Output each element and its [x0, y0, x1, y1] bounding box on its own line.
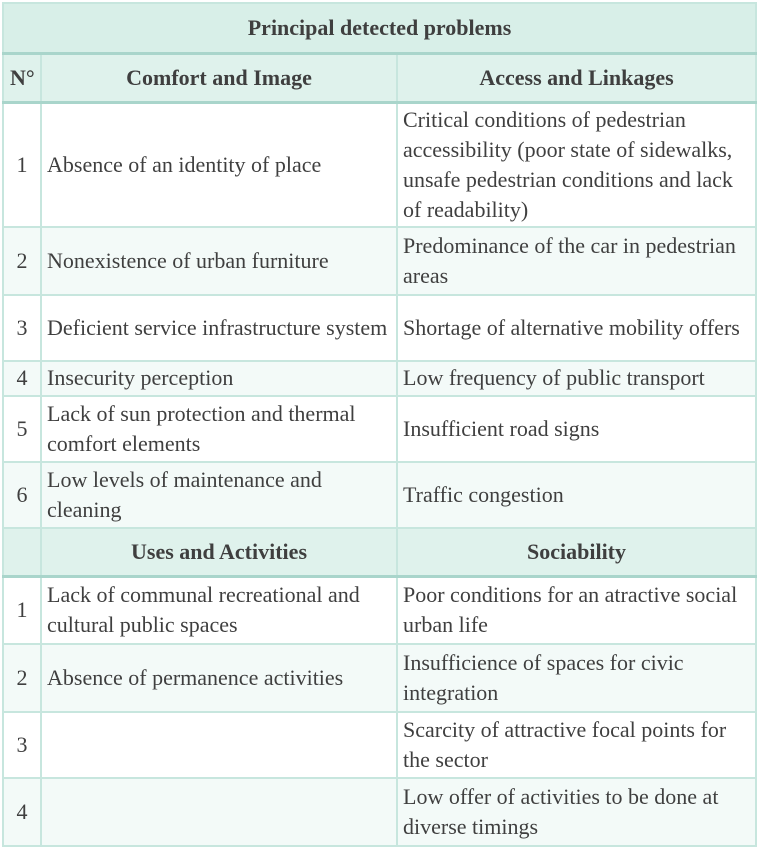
access-linkages-cell: Traffic congestion: [397, 462, 756, 528]
number-column-header: N°: [3, 54, 41, 103]
uses-activities-cell: [41, 712, 397, 778]
comfort-image-cell: Insecurity perception: [41, 361, 397, 396]
row-number: 3: [3, 295, 41, 361]
table-row: [3, 576, 756, 644]
table-row: [3, 644, 756, 712]
table-row: [3, 712, 756, 778]
row-number: 4: [3, 361, 41, 396]
access-linkages-cell: Low frequency of public transport: [397, 361, 756, 396]
table-row: [3, 103, 756, 227]
table-row: [3, 778, 756, 846]
row-number: 1: [3, 576, 41, 644]
row-number: 4: [3, 778, 41, 846]
sociability-cell: Scarcity of attractive focal points for the sector: [397, 712, 756, 778]
comfort-image-cell: Absence of an identity of place: [41, 103, 397, 227]
access-linkages-cell: Predominance of the car in pedestrian areas: [397, 227, 756, 295]
table-row: [3, 361, 756, 396]
comfort-image-cell: Deficient service infrastructure system: [41, 295, 397, 361]
access-linkages-cell: Critical conditions of pedestrian accessibility (poor state of sidewalks, unsafe pedestrian conditions and lack of readability): [397, 103, 756, 227]
problems-table: [2, 2, 757, 847]
uses-activities-cell: Absence of permanence activities: [41, 644, 397, 712]
row-number: 6: [3, 462, 41, 528]
access-linkages-cell: Shortage of alternative mobility offers: [397, 295, 756, 361]
table-title: Principal detected problems: [3, 3, 756, 54]
comfort-image-cell: Nonexistence of urban furniture: [41, 227, 397, 295]
access-linkages-header: Access and Linkages: [397, 54, 756, 103]
table-title-row: [3, 3, 756, 54]
sociability-cell: Insufficience of spaces for civic integration: [397, 644, 756, 712]
row-number: 5: [3, 396, 41, 462]
table-row: [3, 227, 756, 295]
sociability-cell: Low offer of activities to be done at diverse timings: [397, 778, 756, 846]
comfort-image-cell: Lack of sun protection and thermal comfort elements: [41, 396, 397, 462]
problems-table-container: [2, 2, 755, 847]
row-number: 3: [3, 712, 41, 778]
table-row: [3, 295, 756, 361]
section2-number-header: [3, 528, 41, 577]
table-row: [3, 462, 756, 528]
access-linkages-cell: Insufficient road signs: [397, 396, 756, 462]
table-row: [3, 396, 756, 462]
row-number: 2: [3, 227, 41, 295]
section2-header-row: [3, 528, 756, 577]
uses-activities-cell: [41, 778, 397, 846]
uses-activities-cell: Lack of communal recreational and cultural public spaces: [41, 576, 397, 644]
comfort-image-cell: Low levels of maintenance and cleaning: [41, 462, 397, 528]
row-number: 1: [3, 103, 41, 227]
sociability-cell: Poor conditions for an atractive social urban life: [397, 576, 756, 644]
sociability-header: Sociability: [397, 528, 756, 577]
uses-activities-header: Uses and Activities: [41, 528, 397, 577]
comfort-image-header: Comfort and Image: [41, 54, 397, 103]
section1-header-row: [3, 54, 756, 103]
row-number: 2: [3, 644, 41, 712]
